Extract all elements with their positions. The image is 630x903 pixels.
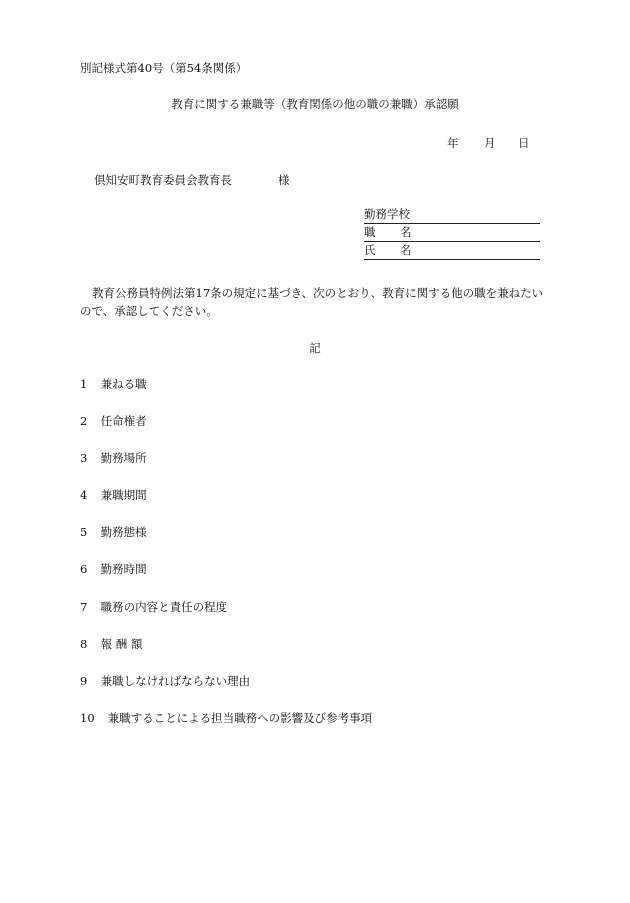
list-item xyxy=(80,487,147,503)
post-label-first: 職 xyxy=(364,225,376,239)
list-item xyxy=(80,376,147,392)
document-title: 教育に関する兼職等（教育関係の他の職の兼職）承認願 xyxy=(171,97,459,111)
list-item xyxy=(80,710,372,726)
item-number: 9 xyxy=(80,674,88,688)
list-item xyxy=(80,561,147,577)
request-body-line-2: ので、承認してください。 xyxy=(80,304,218,318)
post-field[interactable] xyxy=(364,224,540,242)
list-item xyxy=(80,636,142,652)
list-item xyxy=(80,450,147,466)
list-item xyxy=(80,413,147,429)
form-number: 別記様式第40号（第54条関係） xyxy=(80,61,248,75)
item-label: 任命権者 xyxy=(100,414,147,428)
item-number: 3 xyxy=(80,451,88,465)
item-number: 10 xyxy=(80,711,95,725)
request-body xyxy=(80,284,558,320)
post-label-second: 名 xyxy=(400,225,412,239)
item-label: 勤務時間 xyxy=(100,562,147,576)
item-label: 報 酬 額 xyxy=(100,637,143,651)
list-item xyxy=(80,673,250,689)
list-item xyxy=(80,599,227,615)
item-number: 6 xyxy=(80,562,88,576)
name-field[interactable] xyxy=(364,242,540,260)
item-label: 職務の内容と責任の程度 xyxy=(100,600,228,614)
item-label: 兼職することによる担当職務への影響及び参考事項 xyxy=(107,711,373,725)
date-year-label: 年 xyxy=(447,136,459,150)
addressee-name: 倶知安町教育委員会教育長 xyxy=(94,173,232,187)
school-field[interactable] xyxy=(364,206,540,224)
item-label: 勤務場所 xyxy=(100,451,147,465)
item-number: 7 xyxy=(80,600,88,614)
item-label: 勤務態様 xyxy=(100,525,147,539)
item-label: 兼ねる職 xyxy=(100,377,147,391)
request-body-line-1: 教育公務員特例法第17条の規定に基づき、次のとおり、教育に関する他の職を兼ねたい xyxy=(92,286,544,300)
date-month-label: 月 xyxy=(484,136,496,150)
item-number: 4 xyxy=(80,488,88,502)
item-number: 1 xyxy=(80,377,88,391)
name-label-first: 氏 xyxy=(364,243,376,257)
name-label-second: 名 xyxy=(400,243,412,257)
ki-heading: 記 xyxy=(309,341,321,355)
addressee-honorific: 様 xyxy=(278,173,290,187)
item-label: 兼職しなければならない理由 xyxy=(100,674,251,688)
list-item xyxy=(80,524,147,540)
item-label: 兼職期間 xyxy=(100,488,147,502)
item-number: 2 xyxy=(80,414,88,428)
school-label: 勤務学校 xyxy=(364,207,410,221)
date-day-label: 日 xyxy=(518,136,530,150)
item-number: 8 xyxy=(80,637,88,651)
item-number: 5 xyxy=(80,525,88,539)
